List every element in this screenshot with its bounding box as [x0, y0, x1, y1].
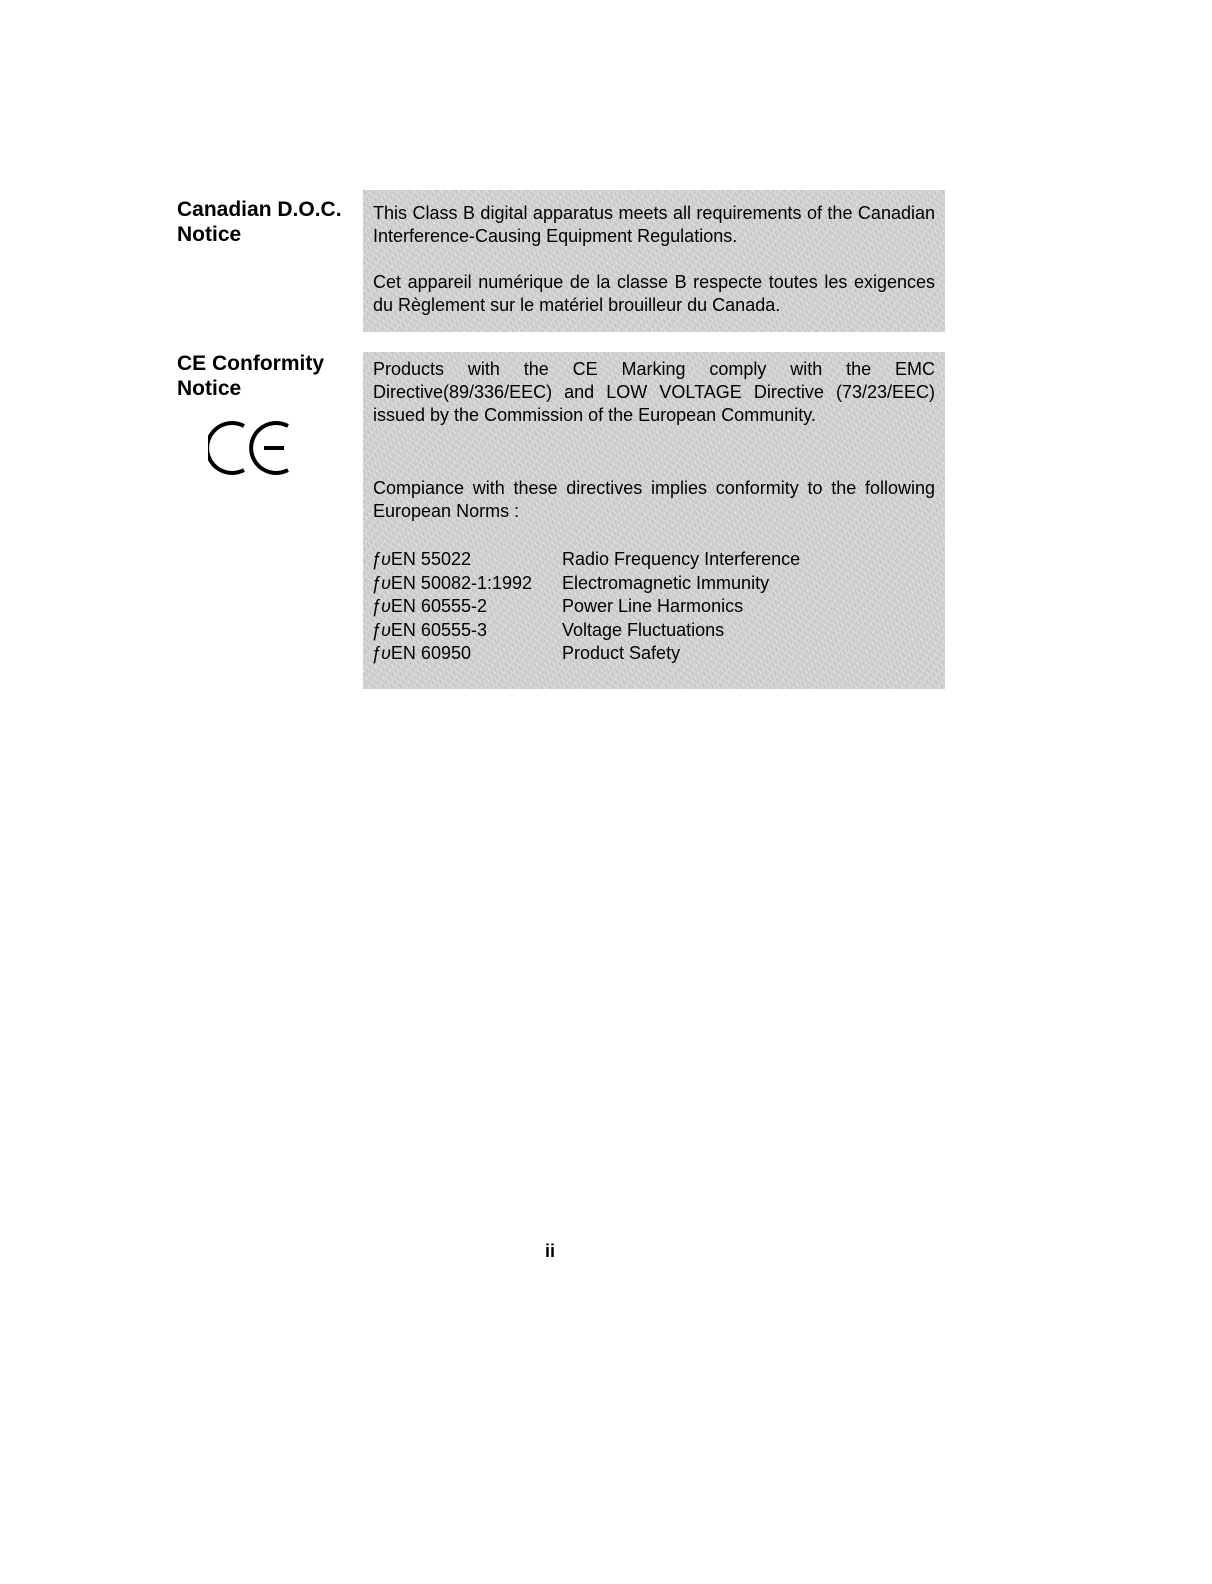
norm-row — [371, 595, 800, 619]
norm-code: EN 60950 — [390, 643, 471, 663]
norm-code: EN 60555-2 — [390, 596, 487, 616]
norm-bullet-mark: ƒυ — [371, 643, 391, 663]
norm-bullet-mark: ƒυ — [371, 549, 391, 569]
norm-row — [371, 572, 800, 596]
norm-description: Radio Frequency Interference — [562, 549, 801, 569]
norm-bullet-mark: ƒυ — [371, 619, 391, 640]
norm-code: EN 55022 — [390, 549, 471, 569]
norm-bullet-mark: ƒυ — [371, 596, 391, 616]
ce-directive-paragraph: Products with the CE Marking comply with the EMC Directive(89/336/EEC) and LOW VOLTAGE Directive (73/23/EEC) issued by the Commission of the European Community. — [373, 359, 935, 425]
norm-code: EN 60555-3 — [390, 619, 487, 640]
european-norms-list — [371, 548, 800, 666]
canadian-doc-heading-line2: Notice — [177, 223, 242, 246]
canadian-doc-heading-line1: Canadian D.O.C. — [177, 198, 342, 221]
canadian-notice-english-text: This Class B digital apparatus meets all requirements of the Canadian Interference-Causing Equipment Regulations. — [373, 203, 935, 246]
page-number: ii — [544, 1241, 555, 1261]
norm-description: Electromagnetic Immunity — [562, 572, 770, 593]
norm-row — [371, 548, 800, 572]
ce-mark-logo — [208, 418, 292, 478]
ce-compliance-paragraph: Compiance with these directives implies conformity to the following European Norms : — [373, 478, 935, 521]
ce-conformity-heading — [177, 351, 324, 401]
canadian-doc-heading — [177, 197, 342, 247]
canadian-notice-french-text: Cet appareil numérique de la classe B respecte toutes les exigences du Règlement sur le matériel brouilleur du Canada. — [373, 272, 935, 315]
norm-row — [371, 642, 800, 666]
ce-conformity-heading-line2: Notice — [177, 377, 242, 400]
norm-bullet-mark: ƒυ — [371, 572, 391, 593]
norm-description: Product Safety — [562, 643, 681, 663]
norm-description: Power Line Harmonics — [562, 596, 744, 616]
ce-conformity-heading-line1: CE Conformity — [177, 352, 324, 375]
norm-code: EN 50082-1:1992 — [390, 572, 533, 593]
norm-row — [371, 619, 800, 643]
norm-description: Voltage Fluctuations — [562, 619, 725, 640]
